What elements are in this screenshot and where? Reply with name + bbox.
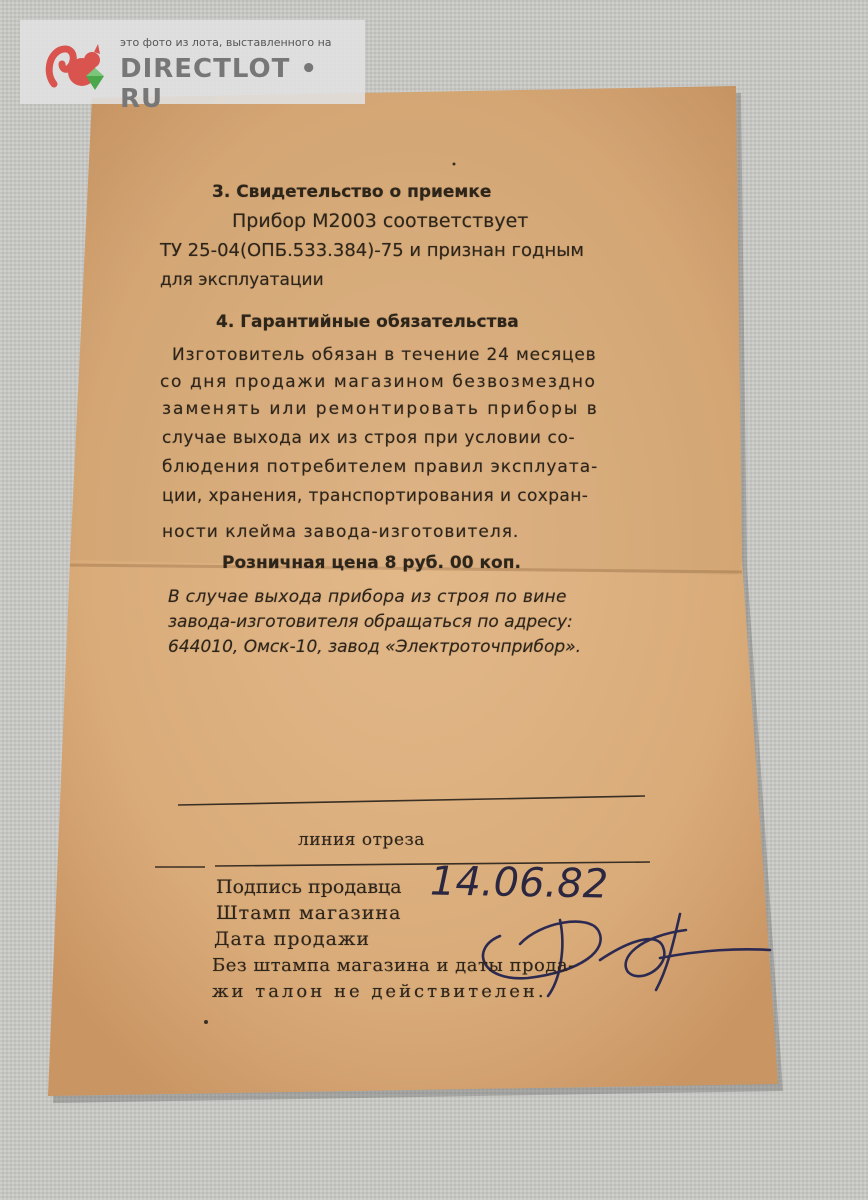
section-3-line-2: ТУ 25-04(ОПБ.533.384)-75 и признан годным: [160, 240, 585, 261]
warranty-line: случае выхода их из строя при условии со-: [162, 428, 576, 448]
section-3-line-1: Прибор М2003 соответствует: [232, 210, 529, 232]
contact-line: 644010, Омск-10, завод «Электроточприбор».: [168, 637, 582, 657]
watermark-brand: DIRECTLOT • RU: [120, 54, 319, 114]
watermark-caption: это фото из лота, выставленного на: [120, 36, 332, 49]
section-4-heading: 4. Гарантийные обязательства: [216, 312, 519, 332]
cut-line-label: линия отреза: [298, 830, 425, 850]
warranty-line: блюдения потребителем правил эксплуата-: [162, 457, 599, 477]
warranty-line: ции, хранения, транспортирования и сохран-: [162, 486, 589, 506]
warranty-line: Изготовитель обязан в течение 24 месяцев: [172, 345, 597, 365]
contact-line: В случае выхода прибора из строя по вине: [168, 587, 567, 607]
coupon-shop-stamp: Штамп магазина: [216, 902, 402, 924]
watermark: [20, 20, 365, 114]
section-3-heading: 3. Свидетельство о приемке: [212, 182, 492, 202]
coupon-seller-signature: Подпись продавца: [216, 876, 402, 898]
contact-line: завода-изготовителя обращаться по адресу:: [168, 612, 573, 632]
squirrel-logo-icon: [42, 34, 112, 94]
coupon-note-line-1: Без штампа магазина и даты прода-: [212, 955, 575, 976]
section-3-line-3: для эксплуатации: [160, 270, 324, 290]
warranty-line: со дня продажи магазином безвозмездно: [160, 372, 597, 392]
warranty-line: заменять или ремонтировать приборы в: [162, 399, 599, 419]
retail-price: Розничная цена 8 руб. 00 коп.: [222, 553, 521, 573]
warranty-line: ности клейма завода-изготовителя.: [162, 522, 520, 542]
coupon-sale-date: Дата продажи: [214, 928, 371, 950]
handwritten-sale-date: 14.06.82: [429, 858, 609, 908]
coupon-note-line-2: жи талон не действителен.: [212, 981, 547, 1002]
